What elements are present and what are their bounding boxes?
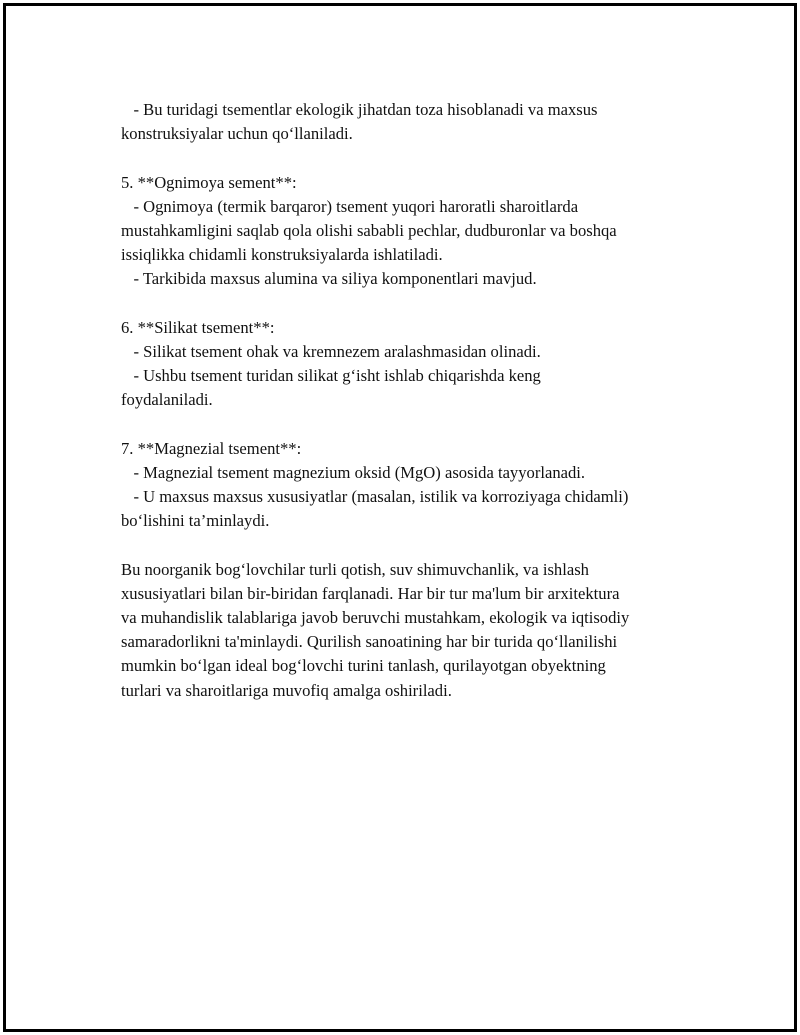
- paragraph-gap: [121, 146, 691, 170]
- section-6-line: - Ushbu tsement turidan silikat gʻisht ishlab chiqarishda keng: [121, 366, 541, 386]
- section-7-heading: 7. **Magnezial tsement**:: [121, 438, 302, 458]
- section-7-line: - Magnezial tsement magnezium oksid (MgO) asosida tayyorlanadi.: [121, 462, 586, 482]
- conclusion-line: turlari va sharoitlariga muvofiq amalga oshiriladi.: [121, 680, 452, 700]
- section-5-line: - Ognimoya (termik barqaror) tsement yuqori haroratli sharoitlarda: [121, 196, 579, 216]
- intro-line: konstruksiyalar uchun qoʻllaniladi.: [121, 124, 353, 144]
- conclusion-paragraph: [121, 558, 691, 703]
- section-5-line: mustahkamligini saqlab qola olishi sababli pechlar, dudburonlar va boshqa: [121, 220, 617, 240]
- section-5: [121, 171, 691, 292]
- conclusion-line: va muhandislik talablariga javob beruvchi mustahkam, ekologik va iqtisodiy: [121, 607, 630, 627]
- document-body: [121, 98, 691, 703]
- intro-paragraph: [121, 98, 691, 146]
- conclusion-line: mumkin boʻlgan ideal bogʻlovchi turini tanlash, qurilayotgan obyektning: [121, 656, 606, 676]
- section-6-heading: 6. **Silikat tsement**:: [121, 317, 275, 337]
- section-7-line: boʻlishini ta’minlaydi.: [121, 511, 270, 531]
- conclusion-line: samaradorlikni ta'minlaydi. Qurilish sanoatining har bir turida qoʻllanilishi: [121, 632, 618, 652]
- section-5-line: - Tarkibida maxsus alumina va siliya komponentlari mavjud.: [121, 269, 537, 289]
- paragraph-gap: [121, 292, 691, 316]
- section-6-line: foydalaniladi.: [121, 390, 213, 410]
- intro-line: - Bu turidagi tsementlar ekologik jihatdan toza hisoblanadi va maxsus: [121, 100, 598, 119]
- conclusion-line: Bu noorganik bogʻlovchilar turli qotish, suv shimuvchanlik, va ishlash: [121, 559, 589, 579]
- section-7: [121, 437, 691, 534]
- section-6: [121, 316, 691, 413]
- paragraph-gap: [121, 533, 691, 557]
- conclusion-line: xususiyatlari bilan bir-biridan farqlanadi. Har bir tur ma'lum bir arxitektura: [121, 583, 620, 603]
- section-5-heading: 5. **Ognimoya sement**:: [121, 172, 297, 192]
- paragraph-gap: [121, 412, 691, 436]
- section-5-line: issiqlikka chidamli konstruksiyalarda ishlatiladi.: [121, 245, 443, 265]
- section-6-line: - Silikat tsement ohak va kremnezem aralashmasidan olinadi.: [121, 341, 541, 361]
- section-7-line: - U maxsus maxsus xususiyatlar (masalan, istilik va korroziyaga chidamli): [121, 487, 629, 506]
- document-page: [3, 3, 797, 1032]
